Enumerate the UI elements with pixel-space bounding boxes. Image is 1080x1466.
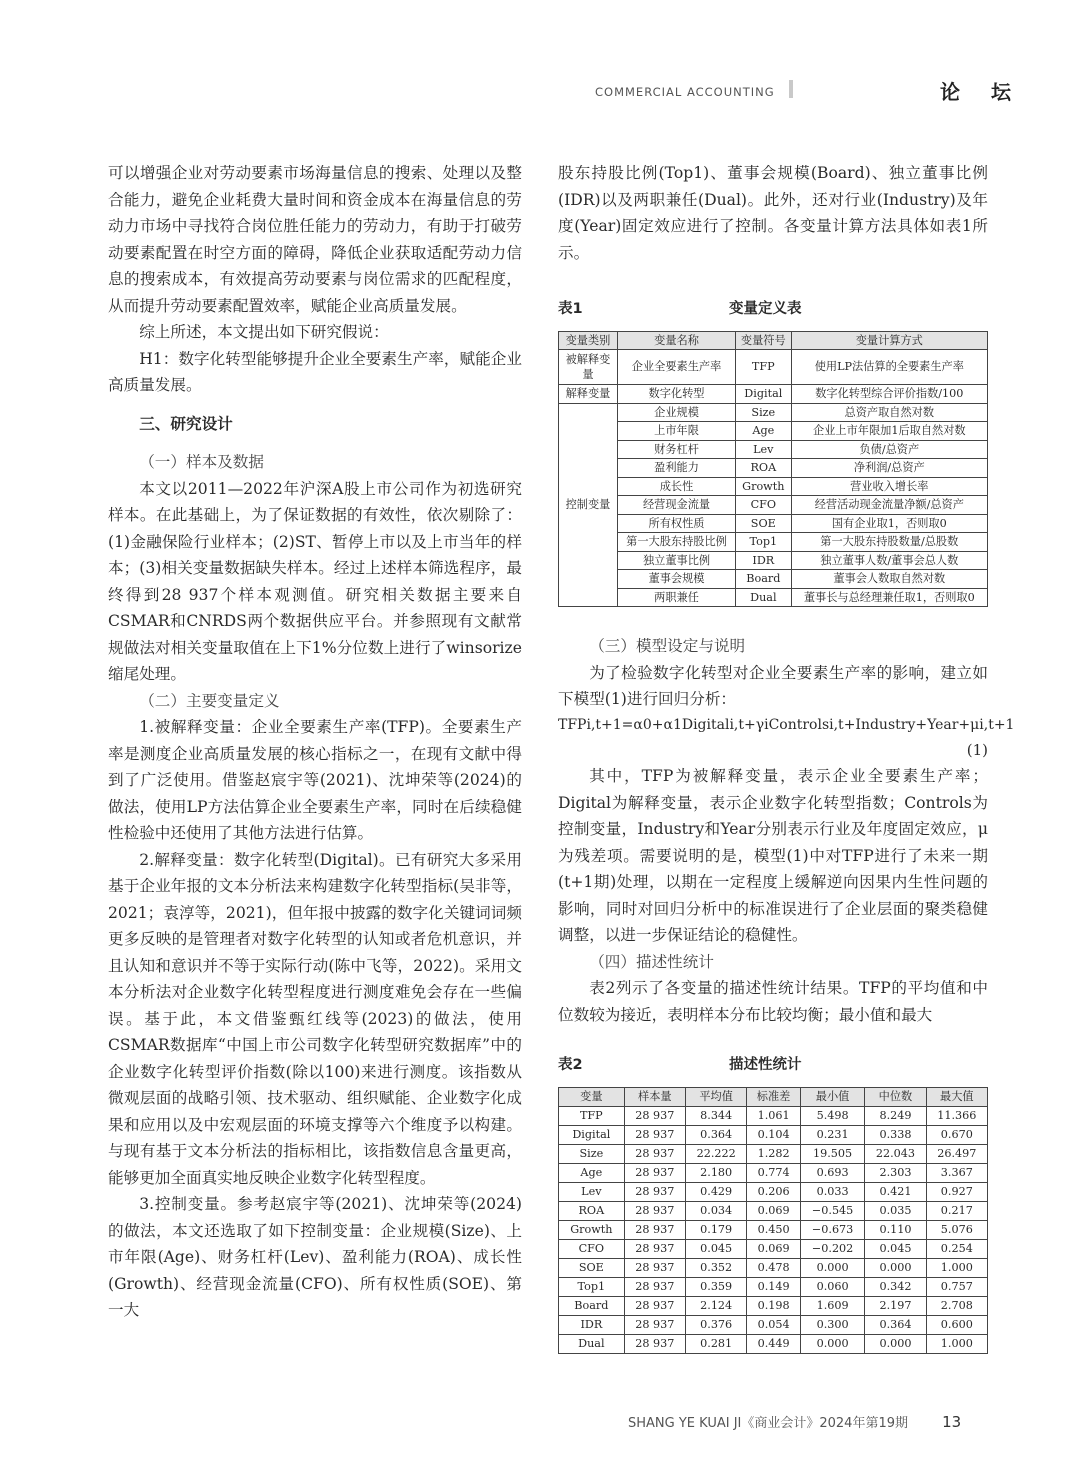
variable-definition-table [558, 331, 988, 608]
table-cell: 0.217 [926, 1201, 987, 1220]
table-cell: 8.249 [865, 1106, 926, 1125]
table-cell: Board [736, 570, 792, 589]
table1-title: 变量定义表 [729, 301, 802, 317]
table-cell: 0.179 [686, 1220, 747, 1239]
table-row [559, 477, 988, 496]
table-cell: 0.600 [926, 1315, 987, 1334]
table-row [559, 1239, 988, 1258]
table-cell: Digital [559, 1125, 625, 1144]
table-cell: 0.359 [686, 1277, 747, 1296]
table-cell: 8.344 [686, 1106, 747, 1125]
paragraph: 综上所述，本文提出如下研究假说： [139, 323, 389, 341]
table-row [559, 1258, 988, 1277]
footer-journal: SHANG YE KUAI JI《商业会计》2024年第19期 [628, 1416, 908, 1431]
table-header: 最小值 [800, 1087, 864, 1106]
table-cell: 0.034 [686, 1201, 747, 1220]
table-cell: 0.060 [800, 1277, 864, 1296]
journal-name-en: COMMERCIAL ACCOUNTING [595, 85, 775, 99]
table-cell: 0.364 [686, 1125, 747, 1144]
table-cell: 28 937 [624, 1125, 685, 1144]
table-cell: 营业收入增长率 [791, 477, 987, 496]
table-cell: Lev [559, 1182, 625, 1201]
table-row [559, 440, 988, 459]
table-row [559, 403, 988, 422]
table-cell: 0.281 [686, 1334, 747, 1353]
table-cell: 0.927 [926, 1182, 987, 1201]
table-cell: 11.366 [926, 1106, 987, 1125]
table-cell: 0.198 [747, 1296, 801, 1315]
table-row [559, 1201, 988, 1220]
table1-label: 表1 [558, 301, 583, 317]
table-header: 最大值 [926, 1087, 987, 1106]
table-cell: 0.300 [800, 1315, 864, 1334]
table-cell: 28 937 [624, 1239, 685, 1258]
paragraph: 2.解释变量：数字化转型(Digital)。已有研究大多采用基于企业年报的文本分析法来构建数字化转型指标(吴非等，2021；袁淳等，2021)，但年报中披露的数字化关键词词频更多反映的是管理者对数字化转型的认知或者危机意识，并且认知和意识并不等于实际行动(陈中飞等，2022)。采用文本分析法对企业数字化转型程度进行测度难免会存在一些偏误。基于此，本文借鉴甄红线等(2023)的做法，使用CSMAR数据库“中国上市公司数字化转型研究数据库”中的企业数字化转型评价指数(除以100)来进行测度。该指数从微观层面的战略引领、技术驱动、组织赋能、企业数字化成果和应用以及中宏观层面的环境支撑等六个维度予以构建。与现有基于文本分析法的指标相比，该指数信息含量更高，能够更加全面真实地反映企业数字化转型程度。 [108, 850, 522, 1187]
table-cell: 28 937 [624, 1163, 685, 1182]
table-cell: 0.206 [747, 1182, 801, 1201]
table-cell: 经营活动现金流量净额/总资产 [791, 496, 987, 515]
table-row [559, 1277, 988, 1296]
table-cell: 数字化转型 [618, 385, 736, 404]
table-cell: 第一大股东持股数量/总股数 [791, 533, 987, 552]
table-cell: 0.035 [865, 1201, 926, 1220]
table-cell: 0.033 [800, 1182, 864, 1201]
table-header: 变量名称 [618, 331, 736, 350]
table-row [559, 496, 988, 515]
table-row [559, 533, 988, 552]
table-cell: 1.000 [926, 1258, 987, 1277]
table2-caption [558, 1052, 988, 1079]
table-header: 变量类别 [559, 331, 618, 350]
table-cell: 企业规模 [618, 403, 736, 422]
table-cell: Size [736, 403, 792, 422]
table-cell: 19.505 [800, 1144, 864, 1163]
table-cell: 0.376 [686, 1315, 747, 1334]
table-cell: 0.478 [747, 1258, 801, 1277]
descriptive-stats-table [558, 1087, 988, 1354]
table-row [559, 1125, 988, 1144]
table-header: 标准差 [747, 1087, 801, 1106]
table-cell: 使用LP法估算的全要素生产率 [791, 350, 987, 385]
table1-caption [558, 296, 988, 323]
table-cell: 1.061 [747, 1106, 801, 1125]
table-cell: 负债/总资产 [791, 440, 987, 459]
formula-number: (1) [966, 740, 988, 759]
table-cell: 28 937 [624, 1296, 685, 1315]
table-cell: 独立董事人数/董事会总人数 [791, 551, 987, 570]
table-cell: 企业全要素生产率 [618, 350, 736, 385]
table-cell: TFP [559, 1106, 625, 1125]
section-title: 论 坛 [940, 80, 1023, 104]
table-cell: TFP [736, 350, 792, 385]
table-cell: 0.774 [747, 1163, 801, 1182]
table-row [559, 422, 988, 441]
table-cell: 独立董事比例 [618, 551, 736, 570]
table-cell: 28 937 [624, 1258, 685, 1277]
table-cell: 董事长与总经理兼任取1，否则取0 [791, 588, 987, 607]
table-header: 变量 [559, 1087, 625, 1106]
table-cell: 总资产取自然对数 [791, 403, 987, 422]
table-cell: 上市年限 [618, 422, 736, 441]
table-cell: 0.352 [686, 1258, 747, 1277]
table-cell: 0.000 [800, 1334, 864, 1353]
table-cell: 0.045 [865, 1239, 926, 1258]
page-number: 13 [942, 1413, 962, 1431]
paragraph: 股东持股比例(Top1)、董事会规模(Board)、独立董事比例(IDR)以及两职兼任(Dual)。此外，还对行业(Industry)及年度(Year)固定效应进行了控制。各变量计算方法具体如表1所示。 [558, 164, 988, 262]
table-cell: Dual [736, 588, 792, 607]
table-cell: 董事会规模 [618, 570, 736, 589]
table-cell: Size [559, 1144, 625, 1163]
table-cell: 0.000 [865, 1258, 926, 1277]
table-cell: 0.693 [800, 1163, 864, 1182]
subsection-heading: （二）主要变量定义 [139, 691, 280, 710]
table-cell: 0.104 [747, 1125, 801, 1144]
table-cell: −0.202 [800, 1239, 864, 1258]
table-cell: 28 937 [624, 1144, 685, 1163]
table-cell: 1.609 [800, 1296, 864, 1315]
table-row [559, 385, 988, 404]
table-cell: Lev [736, 440, 792, 459]
table-cell: 经营现金流量 [618, 496, 736, 515]
table-cell: 两职兼任 [618, 588, 736, 607]
table-cell: 国有企业取1，否则取0 [791, 514, 987, 533]
table-header: 中位数 [865, 1087, 926, 1106]
table-row [559, 570, 988, 589]
table-cell: 0.450 [747, 1220, 801, 1239]
table-row [559, 1144, 988, 1163]
table-cell: 数字化转型综合评价指数/100 [791, 385, 987, 404]
header-divider [789, 80, 793, 98]
table-cell: Top1 [736, 533, 792, 552]
subsection-heading: （一）样本及数据 [139, 453, 264, 471]
table-cell: Digital [736, 385, 792, 404]
table-cell: 26.497 [926, 1144, 987, 1163]
table-cell: 企业上市年限加1后取自然对数 [791, 422, 987, 441]
paragraph: 本文以2011—2022年沪深A股上市公司作为初选研究样本。在此基础上，为了保证数据的有效性，依次剔除了：(1)金融保险行业样本；(2)ST、暂停上市以及上市当年的样本；(3)相关变量数据缺失样本。经过上述样本筛选程序，最终得到28 937个样本观测值。研究相关数据主要来自CSMAR和CNRDS两个数据供应平台。并参照现有文献常规做法对相关变量取值在上下1%分位数上进行了winsorize缩尾处理。 [108, 479, 522, 683]
category-cell: 解释变量 [559, 385, 618, 404]
table-cell: 0.338 [865, 1125, 926, 1144]
table-cell: 1.282 [747, 1144, 801, 1163]
table-cell: 3.367 [926, 1163, 987, 1182]
table-cell: 2.708 [926, 1296, 987, 1315]
table-cell: 0.069 [747, 1201, 801, 1220]
table-cell: CFO [559, 1239, 625, 1258]
table-cell: 28 937 [624, 1182, 685, 1201]
table-header: 平均值 [686, 1087, 747, 1106]
left-column [108, 160, 522, 1324]
page-footer [628, 1412, 961, 1431]
table-cell: Board [559, 1296, 625, 1315]
table-row [559, 514, 988, 533]
table-cell: 0.757 [926, 1277, 987, 1296]
table-cell: 盈利能力 [618, 459, 736, 478]
table-cell: Growth [736, 477, 792, 496]
table-cell: 0.670 [926, 1125, 987, 1144]
category-cell: 被解释变量 [559, 350, 618, 385]
table-header: 样本量 [624, 1087, 685, 1106]
table-row [559, 1163, 988, 1182]
table-row [559, 1315, 988, 1334]
table-row [559, 1182, 988, 1201]
table-cell: 财务杠杆 [618, 440, 736, 459]
table-cell: −0.545 [800, 1201, 864, 1220]
table-cell: 净利润/总资产 [791, 459, 987, 478]
table-cell: 所有权性质 [618, 514, 736, 533]
table-cell: 2.180 [686, 1163, 747, 1182]
table-cell: 0.231 [800, 1125, 864, 1144]
paragraph: 为了检验数字化转型对企业全要素生产率的影响，建立如下模型(1)进行回归分析： [558, 663, 988, 708]
section-heading: 三、研究设计 [139, 414, 233, 433]
paragraph: 表2列示了各变量的描述性统计结果。TFP的平均值和中位数较为接近，表明样本分布比较均衡；最小值和最大 [558, 979, 988, 1024]
table-cell: 0.149 [747, 1277, 801, 1296]
table-header: 变量计算方式 [791, 331, 987, 350]
table-cell: 22.043 [865, 1144, 926, 1163]
table-cell: 0.364 [865, 1315, 926, 1334]
table-row [559, 1334, 988, 1353]
table-cell: Age [736, 422, 792, 441]
table-row [559, 1106, 988, 1125]
table-cell: 28 937 [624, 1106, 685, 1125]
table-cell: 0.054 [747, 1315, 801, 1334]
table-row [559, 1296, 988, 1315]
table-header: 变量符号 [736, 331, 792, 350]
table-cell: 第一大股东持股比例 [618, 533, 736, 552]
table-cell: 28 937 [624, 1277, 685, 1296]
table-cell: 2.197 [865, 1296, 926, 1315]
table-cell: ROA [736, 459, 792, 478]
table-cell: 0.421 [865, 1182, 926, 1201]
category-cell: 控制变量 [559, 403, 618, 607]
table-cell: Growth [559, 1220, 625, 1239]
table-cell: SOE [559, 1258, 625, 1277]
right-column [558, 160, 1015, 1354]
table-row [559, 1220, 988, 1239]
table-cell: 28 937 [624, 1315, 685, 1334]
table-cell: −0.673 [800, 1220, 864, 1239]
table2-title: 描述性统计 [729, 1057, 802, 1073]
table-cell: 5.498 [800, 1106, 864, 1125]
table-row [559, 350, 988, 385]
table-row [559, 588, 988, 607]
table-cell: IDR [559, 1315, 625, 1334]
table-cell: 28 937 [624, 1334, 685, 1353]
table-cell: 0.429 [686, 1182, 747, 1201]
table-cell: Dual [559, 1334, 625, 1353]
table-cell: 0.110 [865, 1220, 926, 1239]
table-cell: 22.222 [686, 1144, 747, 1163]
subsection-heading: （三）模型设定与说明 [589, 637, 746, 655]
table-row [559, 551, 988, 570]
table-cell: 0.069 [747, 1239, 801, 1258]
paragraph: 1.被解释变量：企业全要素生产率(TFP)。全要素生产率是测度企业高质量发展的核心指标之一，在现有文献中得到了广泛使用。借鉴赵宸宇等(2021)、沈坤荣等(2024)的做法，使用LP方法估算企业全要素生产率，同时在后续稳健性检验中还使用了其他方法进行估算。 [108, 718, 522, 842]
table-cell: 28 937 [624, 1220, 685, 1239]
table-cell: 0.000 [865, 1334, 926, 1353]
table-cell: Top1 [559, 1277, 625, 1296]
subsection-heading: （四）描述性统计 [589, 952, 714, 971]
table-cell: ROA [559, 1201, 625, 1220]
table-cell: 2.303 [865, 1163, 926, 1182]
paragraph: 其中，TFP为被解释变量，表示企业全要素生产率；Digital为解释变量，表示企业数字化转型指数；Controls为控制变量，Industry和Year分别表示行业及年度固定效应，μ为残差项。需要说明的是，模型(1)中对TFP进行了未来一期(t+1期)处理，以期在一定程度上缓解逆向因果内生性问题的影响，同时对回归分析中的标准误进行了企业层面的聚类稳健调整，以进一步保证结论的稳健性。 [558, 767, 988, 944]
paragraph: 3.控制变量。参考赵宸宇等(2021)、沈坤荣等(2024)的做法，本文还选取了如下控制变量：企业规模(Size)、上市年限(Age)、财务杠杆(Lev)、盈利能力(ROA)、成长性(Growth)、经营现金流量(CFO)、所有权性质(SOE)、第一大 [108, 1195, 522, 1319]
table-cell: SOE [736, 514, 792, 533]
table-cell: 成长性 [618, 477, 736, 496]
table2-label: 表2 [558, 1057, 583, 1073]
table-cell: 2.124 [686, 1296, 747, 1315]
hypothesis: H1：数字化转型能够提升企业全要素生产率，赋能企业高质量发展。 [108, 349, 522, 394]
table-cell: 董事会人数取自然对数 [791, 570, 987, 589]
table-cell: CFO [736, 496, 792, 515]
table-cell: 0.342 [865, 1277, 926, 1296]
table-cell: 5.076 [926, 1220, 987, 1239]
model-formula: TFPi,t+1=α0+α1Digitali,t+γiControlsi,t+Industry+Year+μi,t+1 [558, 716, 1015, 733]
paragraph: 可以增强企业对劳动要素市场海量信息的搜索、处理以及整合能力，避免企业耗费大量时间和资金成本在海量信息的劳动力市场中寻找符合岗位胜任能力的劳动力，有助于打破劳动要素配置在时空方面的障碍，降低企业获取适配劳动力信息的搜索成本，有效提高劳动要素与岗位需求的匹配程度，从而提升劳动要素配置效率，赋能企业高质量发展。 [108, 164, 522, 315]
table-cell: 0.254 [926, 1239, 987, 1258]
table-cell: IDR [736, 551, 792, 570]
table-cell: 28 937 [624, 1201, 685, 1220]
table-cell: 0.045 [686, 1239, 747, 1258]
table-cell: Age [559, 1163, 625, 1182]
table-cell: 0.449 [747, 1334, 801, 1353]
table-cell: 0.000 [800, 1258, 864, 1277]
table-cell: 1.000 [926, 1334, 987, 1353]
table-row [559, 459, 988, 478]
